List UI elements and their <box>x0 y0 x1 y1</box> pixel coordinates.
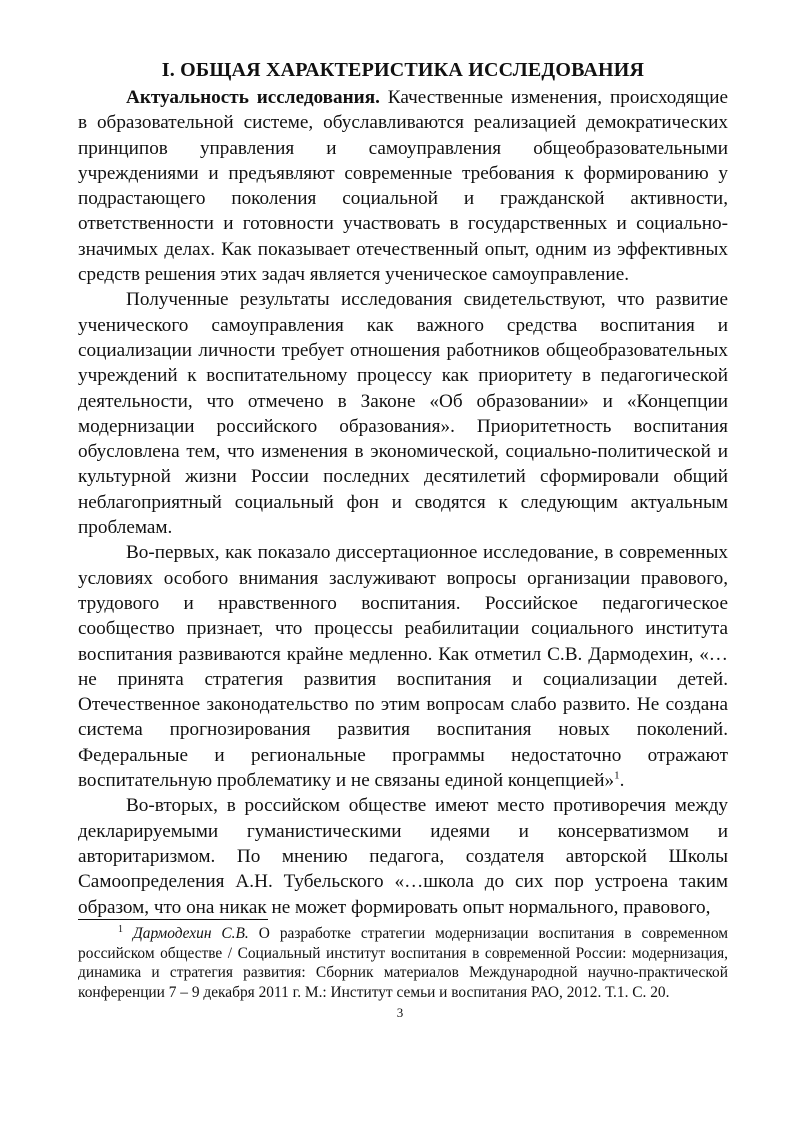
footnote <box>78 924 728 1002</box>
page-number: 3 <box>396 1005 404 1020</box>
main-text <box>78 58 728 920</box>
paragraph-relevance <box>78 85 728 287</box>
paragraph-firstly <box>78 540 728 793</box>
section-title: I. ОБЩАЯ ХАРАКТЕРИСТИКА ИССЛЕДОВАНИЯ <box>161 59 645 81</box>
footnote-reference[interactable]: 1 <box>614 769 620 782</box>
paragraph-secondly: Во-вторых, в российском обществе имеют место противоречия между декларируемыми гуманистическими идеями и консерватизмом и авторитаризмом. По мнению педагога, создателя авторской Школы Самоопределения А.Н. Тубельского «…школа до сих пор устроена таким образом, что она никак не может формировать опыт нормального, правового, <box>78 795 728 918</box>
relevance-text: Качественные изменения, происходящие в образовательной системе, обуславливаются реализацией демократических принципов управления и самоуправления общеобразовательными учреждениями и предъявляют современные требования к формированию у подрастающего поколения социальной и гражданской активности, ответственности и готовности участвовать в государственных и социально-значимых делах. Как показывает отечественный опыт, одним из эффективных средств решения этих задач является ученическое самоуправление. <box>78 87 728 286</box>
paragraph-results: Полученные результаты исследования свидетельствуют, что развитие ученического самоуправления как важного средства воспитания и социализации личности требует отношения работников общеобразовательных учреждений к воспитательному процессу как приоритету в педагогической деятельности, что отмечено в Законе «Об образовании» и «Концепции модернизации российского образования». Приоритетность воспитания обусловлена тем, что изменения в экономической, социально-политической и культурной жизни России последних десятилетий сформировали общий неблагоприятный социальный фон и сводятся к следующим актуальным проблемам. <box>78 289 728 539</box>
firstly-text: Во-первых, как показало диссертационное исследование, в современных условиях особого внимания заслуживают вопросы организации правового, трудового и нравственного воспитания. Российское педагогическое сообщество признает, что процессы реабилитации социального института воспитания развиваются крайне медленно. Как отметил С.В. Дармодехин, «…не принята стратегия развития воспитания и социализации детей. Отечественное законодательство по этим вопросам слабо развито. Не создана система прогнозирования развития воспитания новых поколений. Федеральные и региональные программы недостаточно отражают воспитательную проблематику и не связаны единой концепцией» <box>78 542 728 792</box>
footnote-mark: 1 <box>118 923 123 935</box>
firstly-tail: . <box>619 770 625 792</box>
footnote-text: О разработке стратегии модернизации воспитания в современном российском обществе / Социальный институт воспитания в современной России: модернизация, динамика и стратегия развития: Сборник материалов Международной научно-практической конференции 7 – 9 декабря 2011 г. М.: Институт семьи и воспитания РАО, 2012. Т.1. С. 20. <box>78 925 728 1001</box>
footnote-divider <box>78 919 268 920</box>
footnote-author: Дармодехин С.В. <box>132 925 249 942</box>
relevance-lead: Актуальность исследования. <box>126 87 380 108</box>
